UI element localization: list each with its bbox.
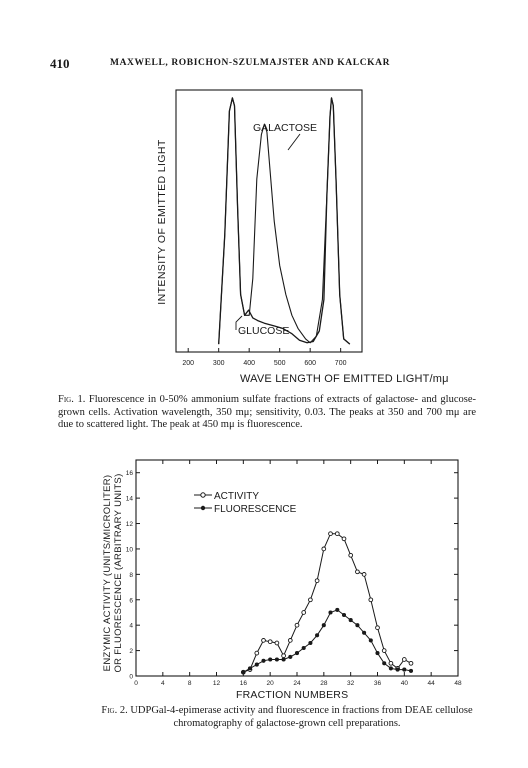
data-point-fluorescence (356, 624, 359, 627)
data-point-fluorescence (295, 652, 298, 655)
x-tick-label: 44 (427, 680, 435, 687)
data-point-fluorescence (396, 668, 399, 671)
figure-2-caption-label: Fig. 2. (101, 705, 128, 716)
x-tick-label: 300 (212, 360, 225, 367)
data-point-activity (302, 611, 306, 615)
data-point-fluorescence (409, 669, 412, 672)
figure-2-plot-frame (136, 460, 458, 676)
x-tick-label: 20 (266, 680, 274, 687)
data-point-fluorescence (309, 641, 312, 644)
data-point-fluorescence (282, 658, 285, 661)
data-point-activity (369, 598, 373, 602)
data-point-activity (255, 651, 259, 655)
data-point-fluorescence (349, 619, 352, 622)
data-point-activity (275, 641, 279, 645)
annotation-glucose: GLUCOSE (238, 325, 290, 337)
data-point-fluorescence (248, 667, 251, 670)
x-tick-label: 4 (161, 680, 165, 687)
galactose-pointer-line (288, 134, 300, 150)
x-tick-label: 28 (320, 680, 328, 687)
data-point-activity (382, 649, 386, 653)
figure-1-x-axis-label: WAVE LENGTH OF EMITTED LIGHT/mμ (240, 373, 449, 385)
y-tick-label: 2 (129, 648, 133, 656)
figure-2-y-axis-label: ENZYMIC ACTIVITY (UNITS/MICROLITER)OR FLUORESCENCE (ARBITRARY UNITS) (102, 473, 124, 673)
x-tick-label: 48 (454, 680, 462, 687)
y-tick-label: 12 (125, 521, 133, 529)
data-point-activity (362, 573, 366, 577)
data-point-activity (322, 547, 326, 551)
series-line-glucose (219, 98, 350, 344)
figure-2-caption-text: UDPGal-4-epimerase activity and fluorescence in fractions from DEAE cellulose chromatography of galactose-grown cell preparations. (130, 705, 473, 729)
series-activity (241, 532, 412, 674)
legend-activity-label: ACTIVITY (214, 491, 260, 502)
figure-2-axes (136, 460, 458, 676)
data-point-activity (262, 639, 266, 643)
running-head: MAXWELL, ROBICHON-SZULMAJSTER AND KALCKAR (110, 58, 391, 68)
data-point-fluorescence (342, 613, 345, 616)
figure-1-caption-text: Fluorescence in 0-50% ammonium sulfate fractions of extracts of galactose- and glucose-grown cells. Activation wavelength, 350 mμ; sensitivity, 0.03. The peaks at 350 and 700 mμ are due to scattered light. The peak at 450 mμ is fluorescence. (58, 394, 476, 430)
figure-1-caption-label: Fig. 1. (58, 394, 86, 405)
x-tick-label: 12 (212, 680, 221, 687)
x-tick-label: 200 (182, 360, 195, 367)
figure-2-x-axis-label: FRACTION NUMBERS (236, 689, 349, 701)
data-point-activity (309, 598, 313, 602)
data-point-activity (329, 532, 333, 536)
data-point-fluorescence (336, 608, 339, 611)
x-tick-label: 16 (239, 680, 247, 687)
figure-1-x-ticks (182, 348, 346, 367)
data-point-fluorescence (255, 663, 258, 666)
figure-1-caption (58, 394, 476, 432)
data-point-fluorescence (376, 652, 379, 655)
y-tick-label: 16 (125, 470, 133, 478)
data-point-activity (295, 623, 299, 627)
x-tick-label: 400 (243, 360, 256, 367)
y-tick-label: 6 (129, 597, 133, 605)
data-point-fluorescence (289, 655, 292, 658)
legend-activity-marker (201, 493, 205, 497)
x-tick-label: 700 (334, 360, 347, 367)
figure-2-series (241, 532, 412, 674)
data-point-fluorescence (403, 668, 406, 671)
figure-2-ticks (126, 460, 462, 687)
data-point-activity (409, 661, 413, 665)
data-point-activity (342, 537, 346, 541)
y-tick-label: 10 (125, 546, 133, 554)
data-point-activity (389, 661, 393, 665)
data-point-activity (315, 579, 319, 583)
x-tick-label: 32 (347, 680, 355, 687)
data-point-activity (288, 639, 292, 643)
data-point-fluorescence (322, 624, 325, 627)
figure-1-y-axis-label: INTENSITY OF EMITTED LIGHT (156, 139, 168, 305)
figure-2-caption (92, 705, 482, 730)
page-number: 410 (50, 56, 70, 71)
x-tick-label: 500 (273, 360, 286, 367)
data-point-fluorescence (302, 646, 305, 649)
legend-fluorescence-label: FLUORESCENCE (214, 504, 297, 515)
data-point-activity (268, 640, 272, 644)
x-tick-label: 600 (304, 360, 317, 367)
data-point-fluorescence (269, 658, 272, 661)
legend-fluorescence-marker (201, 506, 205, 510)
figure-2-chart (0, 440, 528, 705)
data-point-activity (335, 532, 339, 536)
y-tick-label: 4 (129, 622, 133, 630)
data-point-fluorescence (369, 639, 372, 642)
data-point-activity (282, 654, 286, 658)
data-point-fluorescence (389, 667, 392, 670)
y-tick-label: 8 (129, 571, 133, 579)
data-point-activity (376, 626, 380, 630)
x-tick-label: 24 (293, 680, 301, 687)
x-tick-label: 40 (400, 680, 408, 687)
data-point-activity (356, 570, 360, 574)
x-tick-label: 36 (373, 680, 382, 687)
data-point-fluorescence (316, 634, 319, 637)
annotation-galactose: GALACTOSE (253, 122, 317, 134)
y-tick-label: 14 (125, 495, 133, 503)
data-point-activity (349, 553, 353, 557)
data-point-fluorescence (383, 662, 386, 665)
data-point-fluorescence (329, 611, 332, 614)
data-point-fluorescence (275, 658, 278, 661)
data-point-fluorescence (363, 631, 366, 634)
x-tick-label: 0 (134, 680, 138, 687)
data-point-fluorescence (242, 671, 245, 674)
figure-1-series (219, 98, 350, 344)
x-tick-label: 8 (187, 680, 192, 687)
figure-2-legend (194, 491, 297, 515)
data-point-activity (402, 658, 406, 662)
y-tick-label: 0 (129, 673, 133, 681)
data-point-fluorescence (262, 659, 265, 662)
